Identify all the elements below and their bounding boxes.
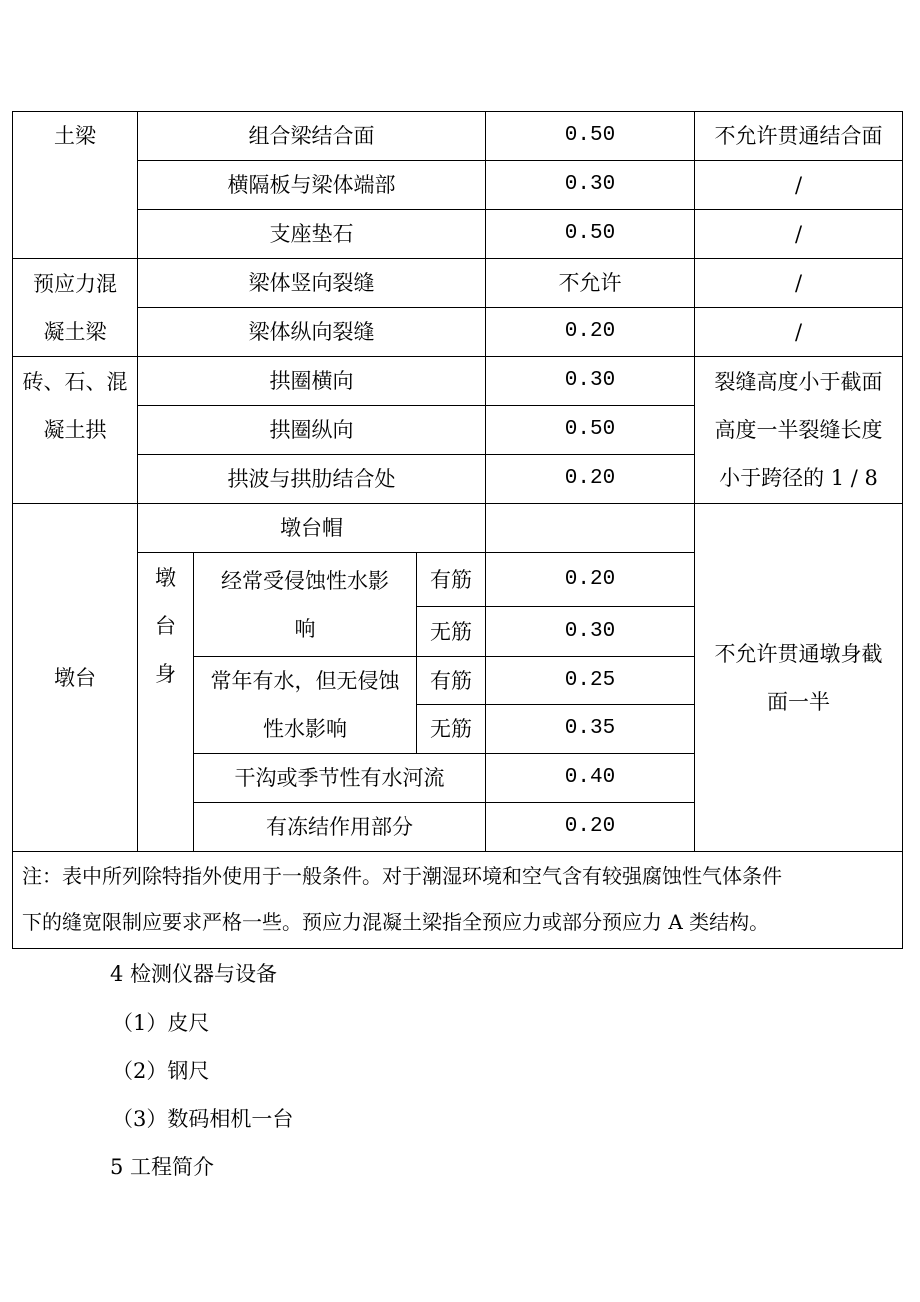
- table-footnote-line-2: 下的缝宽限制应要求严格一些。预应力混凝土梁指全预应力或部分预应力 A 类结构。: [22, 910, 770, 934]
- value-cell: 0.50: [564, 124, 616, 147]
- value-cell: 0.25: [564, 668, 616, 692]
- value-cell: 0.30: [564, 619, 616, 643]
- group-tuliang: 土梁: [54, 123, 96, 148]
- part-cell: 墩台帽: [280, 516, 343, 540]
- equipment-item: （2）钢尺: [112, 1059, 210, 1083]
- part-cell: 有冻结作用部分: [266, 815, 413, 839]
- value-cell: 不允许: [558, 271, 622, 295]
- part-cell: 拱波与拱肋结合处: [227, 467, 396, 491]
- sub-condition-cell: 常年有水，但无侵蚀 性水影响: [210, 669, 400, 741]
- note-cell: 不允许贯通结合面: [714, 124, 883, 148]
- section-5-title: 5 工程简介: [110, 1155, 215, 1179]
- pier-note-cell: 不允许贯通墩身截 面一半: [714, 641, 883, 714]
- value-cell: 0.50: [564, 222, 616, 245]
- value-cell: 0.50: [564, 418, 616, 441]
- note-cell: /: [794, 320, 803, 344]
- note-cell: /: [794, 271, 803, 295]
- arch-note-cell: 裂缝高度小于截面 高度一半裂缝长度 小于跨径的 1 / 8: [714, 370, 883, 490]
- part-cell: 梁体纵向裂缝: [248, 320, 375, 344]
- rebar-cell: 无筋: [430, 619, 472, 644]
- sub-condition-cell: 经常受侵蚀性水影 响: [221, 568, 389, 641]
- value-cell: [486, 504, 694, 552]
- group-prestressed: 预应力混 凝土梁: [33, 271, 117, 344]
- part-cell: 干沟或季节性有水河流: [234, 766, 445, 790]
- part-cell: 拱圈纵向: [269, 418, 354, 442]
- group-arch: 砖、石、混 凝土拱: [22, 369, 128, 442]
- value-cell: 0.20: [564, 320, 616, 343]
- group-pier-body: 墩 台 身: [155, 566, 176, 686]
- rebar-cell: 有筋: [430, 668, 472, 693]
- part-cell: 梁体竖向裂缝: [248, 271, 375, 295]
- value-cell: 0.30: [564, 369, 616, 392]
- equipment-item: （1）皮尺: [112, 1011, 210, 1035]
- value-cell: 0.20: [564, 567, 616, 591]
- table-footnote-line-1: 注：表中所列除特指外使用于一般条件。对于潮湿环境和空气含有较强腐蚀性气体条件: [22, 864, 782, 888]
- rebar-cell: 无筋: [430, 717, 472, 741]
- value-cell: 0.40: [564, 766, 616, 789]
- equipment-item: （3）数码相机一台: [112, 1107, 294, 1131]
- rebar-cell: 有筋: [430, 567, 472, 592]
- part-cell: 拱圈横向: [269, 369, 354, 393]
- part-cell: 横隔板与梁体端部: [227, 173, 396, 197]
- value-cell: 0.30: [564, 173, 616, 196]
- section-4-title: 4 检测仪器与设备: [110, 962, 278, 986]
- part-cell: 组合梁结合面: [248, 124, 375, 148]
- note-cell: /: [794, 173, 803, 197]
- value-cell: 0.35: [564, 717, 616, 740]
- value-cell: 0.20: [564, 467, 616, 490]
- value-cell: 0.20: [564, 815, 616, 838]
- group-pier: 墩台: [54, 665, 96, 690]
- note-cell: /: [794, 222, 803, 246]
- part-cell: 支座垫石: [269, 222, 354, 246]
